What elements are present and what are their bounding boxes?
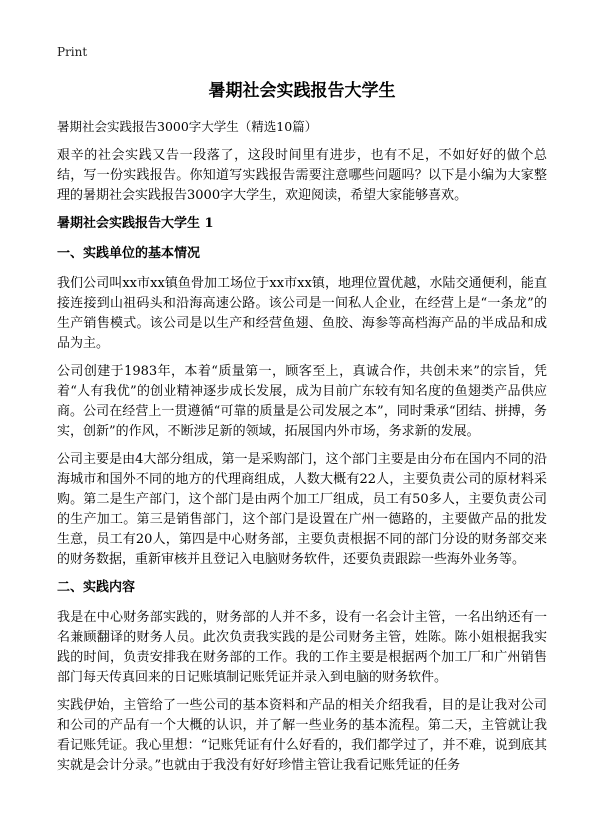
heading-practice-content: 二、实践内容 <box>57 580 136 595</box>
paragraph-company-history: 公司创建于1983年，本着“质量第一，顾客至上，真诚合作，共创未来”的宗旨，凭着“人有我优”的创业精神逐步成长发展，成为目前广东较有知名度的鱼翅类产品供应商。公司在经营上一贯遵循“可靠的质量是公司发展之本”，同时秉承“团结、拼搏，务实，创新”的作风，不断涉足新的领域，拓展国内外市场，务求新的发展。 <box>57 364 547 439</box>
intro-paragraph: 艰辛的社会实践又告一段落了，这段时间里有进步，也有不足，不如好好的做个总结，写一份实践报告。你知道写实践报告需要注意哪些问题吗？以下是小编为大家整理的暑期社会实践报告3000字大学生，欢迎阅读，希望大家能够喜欢。 <box>57 148 547 203</box>
paragraph-practice-start: 实践伊始，主管给了一些公司的基本资料和产品的相关介绍我看，目的是让我对公司和公司的产品有一个大概的认识，并了解一些业务的基本流程。第二天，主管就让我看记账凭证。我心里想：“记账凭证有什么好看的，我们都学过了，并不难，说到底其实就是会计分录。”也就由于我没有好好珍惜主管让我看记账凭证的任务 <box>57 698 547 773</box>
paragraph-company-location: 我们公司叫xx市xx镇鱼骨加工场位于xx市xx镇，地理位置优越，水陆交通便利，能直接连接到山祖码头和沿海高速公路。该公司是一间私人企业，在经营上是“一条龙”的生产销售模式。该公司是以生产和经营鱼翅、鱼胶、海参等高档海产品的半成品和成品为主。 <box>57 276 547 351</box>
paragraph-finance-dept: 我是在中心财务部实践的，财务部的人并不多，设有一名会计主管，一名出纳还有一名兼顾翻译的财务人员。此次负责我实践的是公司财务主管，姓陈。陈小姐根据我实践的时间，负责安排我在财务部的工作。我的工作主要是根据两个加工厂和广州销售部门每天传真回来的日记账填制记账凭证并录入到电脑的财务软件。 <box>57 610 547 685</box>
document-title: 暑期社会实践报告大学生 <box>208 81 396 101</box>
document-subtitle: 暑期社会实践报告3000字大学生（精选10篇） <box>57 119 318 134</box>
heading-basic-info: 一、实践单位的基本情况 <box>57 246 201 261</box>
document-content <box>57 118 547 784</box>
print-label[interactable]: Print <box>57 45 88 59</box>
paragraph-company-structure: 公司主要是由4大部分组成，第一是采购部门，这个部门主要是由分布在国内不同的沿海城市和国外不同的地方的代理商组成，人数大概有22人，主要负责公司的原材料采购。第二是生产部门，这个部门是由两个加工厂组成，员工有50多人，主要负责公司的生产加工。第三是销售部门，这个部门是设置在广州一德路的，主要做产品的批发生意，员工有20人，第四是中心财务部，主要负责根据不同的部门分设的财务部交来的财务数据，重新审核并且登记入电脑财务软件，还要负责跟踪一些海外业务等。 <box>57 452 547 567</box>
section-title: 暑期社会实践报告大学生 1 <box>57 216 214 231</box>
